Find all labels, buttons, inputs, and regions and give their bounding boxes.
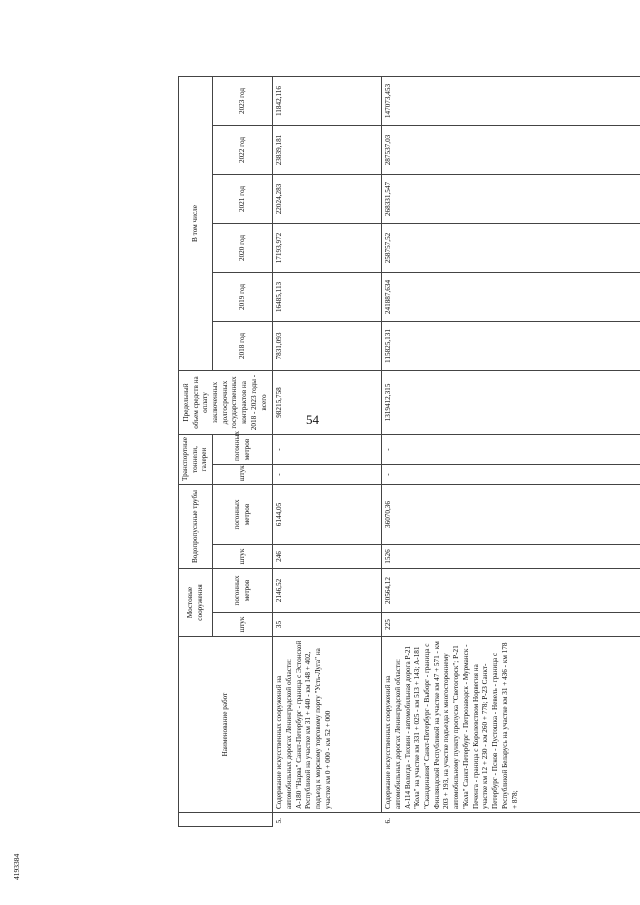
- page-number: 54: [306, 412, 319, 427]
- header-bridges: Мостовые сооружения: [179, 569, 213, 637]
- row-2018: 7831,093: [273, 322, 382, 371]
- row-work-name: Содержание искусственных сооружений на автомобильных дорогах Ленинградской области: А-180 "Нарва" Санкт-Петербург - граница с Эстонской Республикой на участке км 31 + 440 - км 148 + 402, подъезд к морскому торговому порту "Усть-Луга" на участке км 0 + 000 - км 52 + 000: [273, 637, 382, 813]
- row-tunnels-m: -: [382, 435, 640, 465]
- header-culverts-m: погонных метров: [213, 485, 273, 545]
- row-tunnels-pcs: -: [382, 465, 640, 485]
- header-bridges-pcs: штук: [213, 613, 273, 637]
- row-2019: 241887,634: [382, 273, 640, 322]
- row-2022: 287537,03: [382, 126, 640, 175]
- header-year-2020: 2020 год: [213, 224, 273, 273]
- row-bridges-m: 2146,52: [273, 569, 382, 613]
- works-table: [178, 76, 640, 827]
- row-culverts-pcs: 1526: [382, 545, 640, 569]
- row-2023: 11842,116: [273, 77, 382, 126]
- row-2022: 23839,181: [273, 126, 382, 175]
- header-year-2021: 2021 год: [213, 175, 273, 224]
- header-including: В том числе: [179, 77, 213, 371]
- header-limit: Предельный объем средств на оплату заключенных долгосрочных государственных контрактов на 2018 - 2023 годы - всего: [179, 371, 273, 435]
- row-total: 1319412,315: [382, 371, 640, 435]
- row-bridges-m: 20564,12: [382, 569, 640, 613]
- row-index: 5.: [275, 818, 284, 824]
- row-bridges-pcs: 225: [382, 613, 640, 637]
- row-total: 98215,758: [273, 371, 382, 435]
- row-bridges-pcs: 35: [273, 613, 382, 637]
- row-2020: 17193,972: [273, 224, 382, 273]
- table-row: [273, 77, 382, 827]
- header-tunnels-m: погонных метров: [213, 435, 273, 465]
- row-culverts-pcs: 246: [273, 545, 382, 569]
- header-year-2019: 2019 год: [213, 273, 273, 322]
- header-name: Наименование работ: [179, 637, 273, 813]
- header-tunnels: Транспортные тоннели, галереи: [179, 435, 213, 485]
- header-culverts-pcs: штук: [213, 545, 273, 569]
- header-tunnels-pcs: штук: [213, 465, 273, 485]
- row-work-name: Содержание искусственных сооружений на автомобильных дорогах Ленинградской области: А-114 Вологда - Тихвин - автомобильная дорога Р-21 "Кола" на участке км 331 + 025 - км 513 + 143; А-181 "Скандинавия" Санкт-Петербург - Выборг - граница с Финляндской Республикой на участке км 47 + 571 - км 203 + 193, на участке подъезда к многостороннему автомобильному пункту пропуска "Светогорск"; Р-21 "Кола" Санкт-Петербург - Петрозаводск - Мурманск - Печенга - граница с Королевством Норвегия на участке км 12 + 230 - км 260 + 778; Р-23 Санкт-Петербург - Псков - Пустошка - Невель - граница с Республикой Беларусь на участке км 31 + 436 - км 178 + 878;: [382, 637, 640, 813]
- header-year-2018: 2018 год: [213, 322, 273, 371]
- row-tunnels-pcs: -: [273, 465, 382, 485]
- row-2023: 147073,453: [382, 77, 640, 126]
- row-2019: 16485,113: [273, 273, 382, 322]
- row-culverts-m: 6144,05: [273, 485, 382, 545]
- header-year-2023: 2023 год: [213, 77, 273, 126]
- index-header: [179, 813, 273, 827]
- header-culverts: Водопропускные трубы: [179, 485, 213, 569]
- row-2021: 268331,547: [382, 175, 640, 224]
- row-index: 6.: [383, 818, 392, 824]
- row-tunnels-m: -: [273, 435, 382, 465]
- row-2018: 115825,131: [382, 322, 640, 371]
- row-culverts-m: 36070,36: [382, 485, 640, 545]
- document-id: 4193384: [12, 853, 21, 880]
- header-bridges-m: погонных метров: [213, 569, 273, 613]
- header-year-2022: 2022 год: [213, 126, 273, 175]
- row-2021: 22024,283: [273, 175, 382, 224]
- row-2020: 258757,52: [382, 224, 640, 273]
- table-row: [382, 77, 640, 827]
